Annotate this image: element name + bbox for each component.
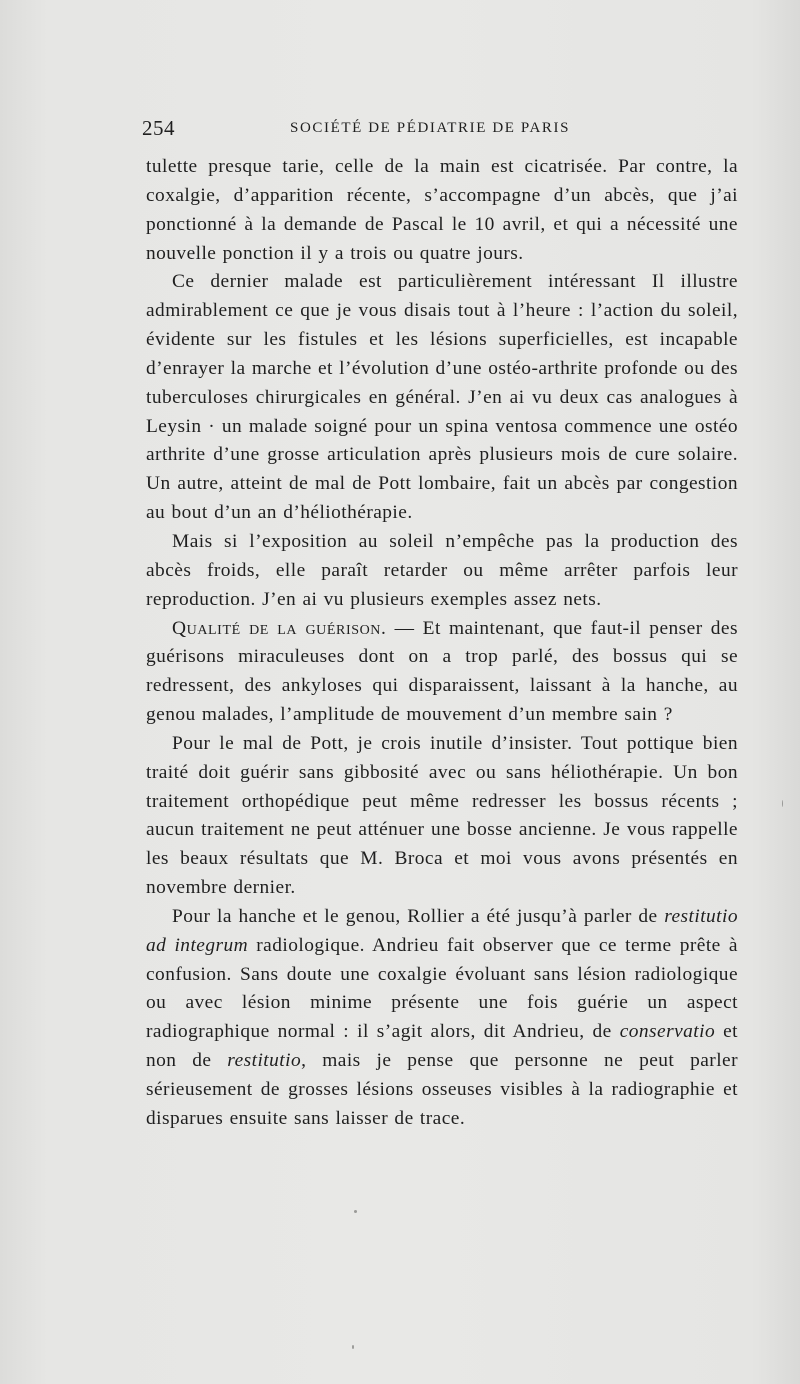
paragraph-5: Pour le mal de Pott, je crois inutile d’insister. Tout pottique bien traité doit guérir sans gibbosité avec ou sans héliothérapie. Un bon traitement orthopédique peut même redresser les bossus récents ; aucun traitement ne peut atténuer une bosse ancienne. Je vous rappelle les beaux résultats que M. Broca et moi vous avons présentés en novembre dernier. <box>146 732 738 899</box>
running-title: SOCIÉTÉ DE PÉDIATRIE DE PARIS <box>290 120 571 136</box>
text-run: et non de <box>146 1021 738 1072</box>
paragraph-3: Mais si l’exposition au soleil n’empêche pas la production des abcès froids, elle paraît retarder ou même arrêter parfois leur reproduction. J’en ai vu plusieurs exemples assez nets. <box>146 530 738 610</box>
paper-speck <box>352 1345 354 1349</box>
latin-term: restitutio <box>227 1050 302 1072</box>
text-run: , mais je pense que personne ne peut parler sérieusement de grosses lésions osseuses visibles à la radiographie et disparues ensuite sans laisser de trace. <box>146 1050 738 1129</box>
page-number: 254 <box>142 116 175 140</box>
latin-term: conservatio <box>619 1021 716 1043</box>
paragraph-4 <box>146 615 738 730</box>
paper-speck <box>782 800 783 807</box>
paper-speck <box>354 1210 357 1213</box>
text-run: Pour la hanche et le genou, Rollier a été jusqu’à parler de <box>172 905 665 927</box>
section-heading: Qualité de la guérison. <box>172 617 387 639</box>
paragraph-2: Ce dernier malade est particulièrement intéressant Il illustre admirablement ce que je vous disais tout à l’heure : l’action du soleil, évidente sur les fistules et les lésions superficielles, est incapable d’enrayer la marche et l’évolution d’une ostéo-arthrite profonde ou des tuberculoses chirurgicales en général. J’en ai vu deux cas analogues à Leysin · un malade soigné pour un spina ventosa commence une ostéo arthrite d’une grosse articulation après plusieurs mois de cure solaire. Un autre, atteint de mal de Pott lombaire, fait un abcès par congestion au bout d’un an d’héliothérapie. <box>146 271 738 524</box>
paragraph-1: tulette presque tarie, celle de la main est cicatrisée. Par contre, la coxalgie, d’apparition récente, s’accompagne d’un abcès, que j’ai ponctionné à la demande de Pascal le 10 avril, et qui a nécessité une nouvelle ponction il y a trois ou quatre jours. <box>146 156 738 264</box>
latin-term: restitutio ad integrum <box>146 905 738 956</box>
text-run: radiologique. Andrieu fait observer que ce terme prête à confusion. Sans doute une coxalgie évoluant sans lésion radiologique ou avec lésion minime présente une fois guérie un aspect radiographique normal : il s’agit alors, dit Andrieu, de <box>146 934 738 1043</box>
paragraph-4-text: — Et maintenant, que faut-il penser des guérisons miraculeuses dont on a trop parlé, des bossus qui se redressent, des ankyloses qui disparaissent, laissant à la hanche, au genou malades, l’amplitude de mouvement d’un membre sain ? <box>146 617 738 726</box>
page-header <box>142 116 742 146</box>
body-text <box>146 153 738 1134</box>
paragraph-6 <box>146 903 738 1134</box>
